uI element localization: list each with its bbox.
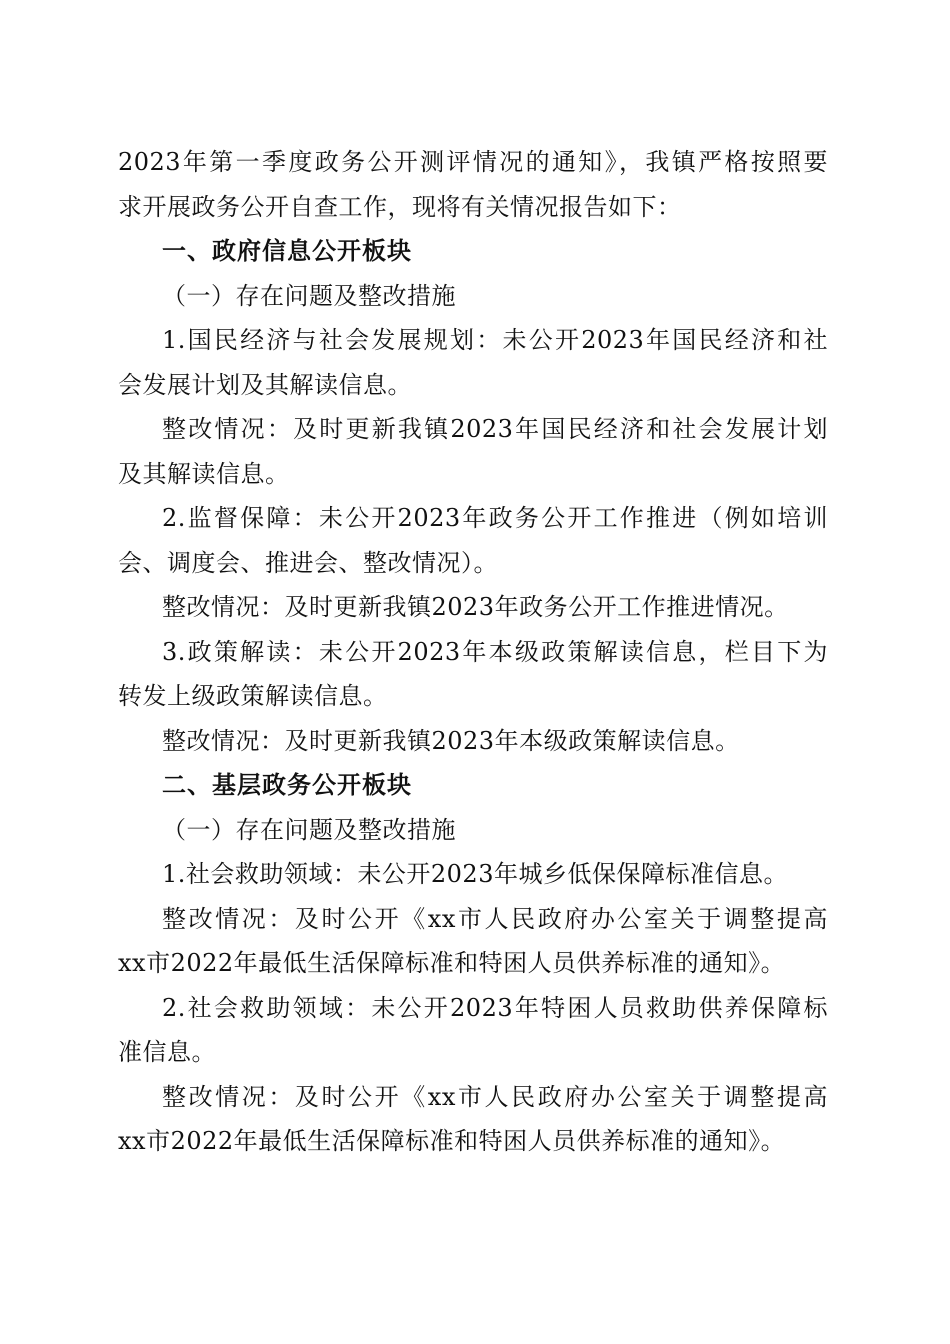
s2-item2-line-1: 2.社会救助领域：未公开2023年特困人员救助供养保障标	[162, 993, 828, 1022]
s1-item1-line-1: 1.国民经济与社会发展规划：未公开2023年国民经济和社	[162, 326, 828, 354]
s1-fix3-line-1: 整改情况：及时更新我镇2023年本级政策解读信息。	[162, 726, 740, 755]
s1-item2-line-1: 2.监督保障：未公开2023年政务公开工作推进（例如培训	[162, 504, 828, 532]
s2-item1-line-1: 1.社会救助领域：未公开2023年城乡低保保障标准信息。	[162, 860, 788, 888]
section2-title: 二、基层政务公开板块	[162, 771, 412, 799]
document-page	[118, 140, 828, 1164]
intro-line-1: 2023年第一季度政务公开测评情况的通知》，我镇严格按照要	[118, 148, 828, 176]
s1-item1-line-2: 会发展计划及其解读信息。	[118, 370, 412, 399]
s1-item3-line-2: 转发上级政策解读信息。	[118, 682, 388, 710]
section1-title: 一、政府信息公开板块	[162, 237, 412, 265]
s2-fix2-line-1: 整改情况：及时公开《xx市人民政府办公室关于调整提高	[162, 1082, 828, 1111]
s1-fix1-line-2: 及其解读信息。	[118, 459, 290, 488]
s2-item2-line-2: 准信息。	[118, 1038, 216, 1066]
s2-fix1-line-2: xx市2022年最低生活保障标准和特困人员供养标准的通知》。	[118, 949, 786, 977]
s2-fix1-line-1: 整改情况：及时公开《xx市人民政府办公室关于调整提高	[162, 904, 828, 933]
s2-fix2-line-2: xx市2022年最低生活保障标准和特困人员供养标准的通知》。	[118, 1127, 786, 1155]
s1-fix1-line-1: 整改情况：及时更新我镇2023年国民经济和社会发展计划	[162, 415, 828, 443]
s1-item2-line-2: 会、调度会、推进会、整改情况）。	[118, 548, 498, 577]
section2-subtitle: （一）存在问题及整改措施	[162, 815, 456, 844]
s1-fix2-line-1: 整改情况：及时更新我镇2023年政务公开工作推进情况。	[162, 593, 789, 621]
intro-line-2: 求开展政务公开自查工作，现将有关情况报告如下：	[118, 192, 682, 221]
s1-item3-line-1: 3.政策解读：未公开2023年本级政策解读信息，栏目下为	[162, 637, 828, 666]
section1-subtitle: （一）存在问题及整改措施	[162, 281, 456, 310]
